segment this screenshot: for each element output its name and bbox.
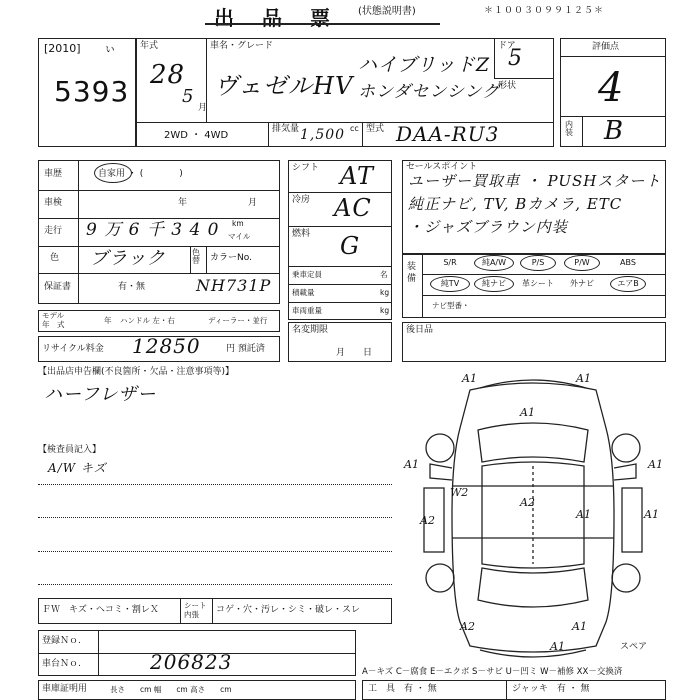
label-load: 積載量 (292, 288, 315, 297)
label-seat: シート 内張 (184, 601, 207, 619)
label-registration-no: 登録Ｎｏ. (42, 636, 81, 646)
label-history: 車歴 (44, 169, 63, 179)
label-km: km (232, 219, 244, 228)
label-tools: 工 具 有 ・ 無 (368, 684, 437, 694)
equip-power-steering: P/S (531, 258, 545, 267)
diagram-mark: A1 (576, 508, 591, 521)
diagram-mark: A2 (420, 514, 435, 527)
label-score: 評価点 (592, 42, 620, 52)
label-sales-point: セールスポイント (406, 162, 478, 172)
hw-month-unit: 月 (198, 103, 209, 113)
label-model-year-unit: 年 (104, 316, 112, 325)
diagram-mark: A1 (404, 458, 419, 471)
wheel-rl (426, 564, 454, 592)
label-weight-unit: kg (380, 306, 390, 315)
circle-power-windows (564, 255, 600, 271)
label-capacity: 乗車定員 (292, 270, 322, 279)
label-seat-row: コゲ・穴・汚レ・シミ・破レ・スレ (216, 605, 361, 615)
label-warranty-opts: 有・無 (118, 282, 146, 292)
diagram-mark: A1 (520, 406, 535, 419)
label-inspection-month: 月 (248, 198, 258, 208)
wheel-fl (426, 434, 454, 462)
hw-year: 28 (150, 60, 186, 90)
label-recycle: リサイクル料金 (42, 344, 104, 354)
windshield (478, 423, 588, 462)
barcode-text: ＊１００３０９９１２５＊ (484, 6, 605, 16)
equip-leather-seat: 革シート (522, 279, 554, 288)
page-subtitle: (状態説明書) (358, 6, 416, 17)
hw-model-code: DAA-RU3 (396, 122, 500, 146)
label-seller-notes: 【出品店申告欄(不良箇所・欠品・注意事項等)】 (38, 367, 235, 377)
label-later-items: 後日品 (406, 325, 434, 335)
hw-sales-2: 純正ナビ, TV, Bカメラ, ETC (408, 195, 623, 213)
hw-grade-2: ホンダセンシング (358, 82, 501, 102)
label-jack: ジャッキ 有 ・ 無 (512, 684, 590, 694)
label-yen-note: 円 預託済 (226, 344, 265, 354)
equip-aftermarket-navi: 外ナビ (570, 279, 594, 288)
hw-ac: AC (334, 194, 372, 222)
right-side-panel (622, 488, 642, 552)
circle-genuine-tv (430, 276, 470, 292)
label-year: 年式 (140, 41, 159, 51)
left-mirror (430, 464, 452, 480)
hw-color-code: NH731P (196, 276, 272, 295)
label-dealer: ディーラー・並行 (208, 316, 268, 325)
title-underline (205, 23, 440, 25)
hw-mileage: 9 万 6 千 3 4 0 (86, 220, 220, 240)
hw-score: 4 (598, 65, 625, 111)
label-certificate: 車庫証明用 (42, 684, 88, 694)
label-mile: マイル (228, 232, 251, 241)
label-certificate-dims: 長さ cm 幅 cm 高さ cm (110, 685, 232, 694)
label-drive: 2WD ・ 4WD (164, 130, 229, 141)
label-inspector-notes: 【検査員記入】 (38, 445, 102, 455)
circle-airbag (610, 276, 646, 292)
label-color: 色 (50, 253, 60, 263)
hw-sales-3: ・ジャズブラウン内装 (408, 218, 568, 236)
equip-genuine-tv: 純TV (440, 279, 460, 288)
hw-month: 5 (182, 86, 195, 107)
circle-private-use (94, 163, 132, 183)
hw-doors: 5 (508, 46, 523, 71)
hw-chassis: 206823 (150, 650, 233, 674)
label-name-grade: 車名・グレード (210, 41, 274, 51)
label-load-unit: kg (380, 288, 390, 297)
lot-number: 5393 (54, 75, 130, 108)
rear-window (478, 568, 588, 607)
label-fuel: 燃料 (292, 229, 311, 239)
damage-legend: A－キズ C－腐食 E－エクボ S－サビ U－凹ミ W－補修 XX－交換済 (362, 667, 623, 677)
hw-interior: B (604, 116, 625, 146)
car-damage-diagram (400, 368, 666, 660)
wheel-fr (612, 434, 640, 462)
hw-seller-note: ハーフレザー (44, 384, 157, 405)
label-interior: 内装 (565, 120, 573, 137)
label-handle: ハンドル 左・右 (120, 316, 175, 325)
label-color-no: カラーNo. (210, 253, 252, 263)
label-shift: シフト (292, 163, 320, 173)
hw-inspector-note: A/W キズ (48, 461, 107, 475)
label-navi-model: ナビ型番・ (432, 301, 470, 310)
label-fw-row: ＦＷ キズ・ヘコミ・割レＸ (42, 605, 159, 615)
equip-genuine-navi: 純ナビ (482, 279, 506, 288)
page-title: 出品票 (214, 6, 358, 30)
label-history-opts: 自家用 ・ ( ) (98, 169, 183, 179)
label-chassis-no: 車台Ｎｏ. (42, 659, 81, 669)
hw-model: ヴェゼルHV (214, 72, 354, 100)
equip-airbag: エアB (617, 279, 639, 288)
hw-color: ブラック (90, 248, 166, 269)
label-color-change: 色替 (192, 248, 200, 265)
circle-alloy-wheels (474, 255, 514, 271)
diagram-mark: A1 (648, 458, 663, 471)
label-model-code: 型式 (366, 124, 385, 134)
equip-sunroof: S/R (443, 258, 457, 267)
diagram-mark: W2 (450, 486, 469, 499)
label-inspection-year: 年 (178, 198, 188, 208)
rear-bumper (480, 650, 586, 657)
label-displacement: 排気量 (272, 124, 300, 134)
label-inspection: 車検 (44, 198, 63, 208)
hw-sales-1: ユーザー買取車 ・ PUSHスタート (408, 172, 662, 190)
label-door: ドア (498, 41, 516, 51)
diagram-mark: A1 (572, 620, 587, 633)
equip-power-windows: P/W (574, 258, 590, 267)
lot-year-suffix: ぃ (104, 41, 117, 55)
label-name-change: 名変期限 (292, 325, 329, 335)
diagram-mark: A2 (460, 620, 475, 633)
label-ac: 冷房 (292, 195, 311, 205)
label-model-year: モデル 年 式 (42, 311, 65, 329)
right-mirror (614, 464, 636, 480)
label-capacity-unit: 名 (380, 270, 388, 279)
diagram-mark: A1 (576, 372, 591, 385)
lot-year-tag: [2010] (44, 42, 81, 55)
diagram-mark: A1 (644, 508, 659, 521)
equip-alloy-wheels: 純A/W (481, 258, 507, 267)
circle-power-steering (520, 255, 556, 271)
label-weight: 車両重量 (292, 306, 322, 315)
hw-transmission: AT (340, 162, 375, 190)
label-warranty: 保証書 (44, 282, 72, 292)
wheel-rr (612, 564, 640, 592)
label-cc: cc (350, 124, 359, 133)
label-spare: スペア (620, 642, 648, 652)
front-bumper (480, 380, 586, 388)
label-name-change-date: 月 日 (336, 348, 373, 358)
diagram-mark: A2 (520, 496, 535, 509)
label-equipment: 装備 (407, 262, 417, 284)
label-mileage: 走行 (44, 226, 63, 236)
diagram-mark: A1 (462, 372, 477, 385)
hw-grade-1: ハイブリッドZ (358, 54, 491, 76)
circle-genuine-navi (474, 276, 514, 292)
equip-abs: ABS (620, 258, 636, 267)
label-shape: 形状 (498, 81, 517, 91)
diagram-mark: A1 (550, 640, 565, 653)
hw-fuel: G (340, 232, 361, 260)
hw-displacement: 1,500 (300, 127, 346, 143)
later-items-box (402, 322, 666, 362)
hw-recycle-fee: 12850 (132, 334, 201, 358)
